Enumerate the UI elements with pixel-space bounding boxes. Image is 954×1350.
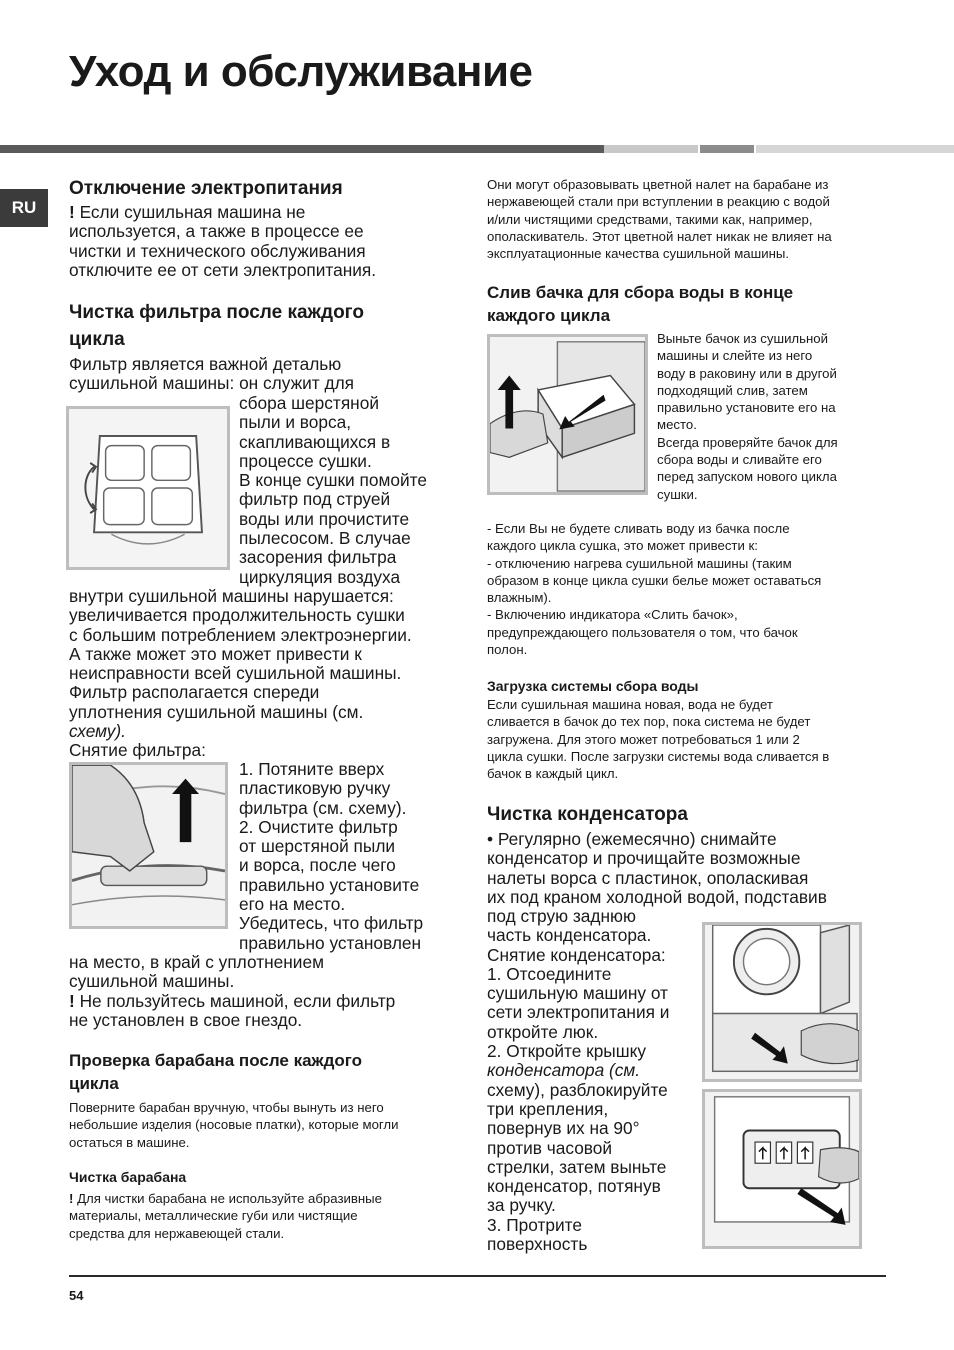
text-line: конденсатор и прочищайте возможные <box>487 848 801 869</box>
text-line: нержавеющей стали при вступлении в реакцию с водой <box>487 194 830 210</box>
heading-line: цикла <box>69 1074 119 1093</box>
water-system-heading: Загрузка системы сбора воды <box>487 678 699 694</box>
text-line: ! Для чистки барабана не используйте абразивные <box>69 1191 382 1206</box>
condenser-removal-diagram <box>702 1089 862 1249</box>
filter-text-c <box>69 587 412 761</box>
warning-mark: ! <box>69 1191 74 1206</box>
text-line: Выньте бачок из сушильной <box>657 331 828 346</box>
text-line: от шерстяной пыли <box>239 836 396 857</box>
text-line: правильно установлен <box>239 932 422 953</box>
text-line: под струю заднюю <box>487 906 636 926</box>
text-line: воды или прочистите <box>239 508 410 529</box>
text-line: каждого цикла сушка, это может привести к: <box>487 538 758 554</box>
text-line: фильтра (см. схему). <box>239 797 407 818</box>
text-line: ! Если сушильная машина не <box>69 202 306 222</box>
dryer-door-icon <box>705 925 859 1079</box>
text-line: и ворса, после чего <box>239 855 396 876</box>
text-line: повернув их на 90° <box>487 1118 640 1139</box>
text-line: перед запуском нового цикла <box>657 469 837 485</box>
text-line: сети электропитания и <box>487 1002 670 1023</box>
text-line: на место, в край с уплотнением <box>69 952 324 972</box>
text-line: пыли и ворса, <box>239 412 352 433</box>
text-line: 2. Очистите фильтр <box>239 816 398 837</box>
section-heading-condenser: Чистка конденсатора <box>487 804 688 825</box>
text-line: сушки. <box>657 486 698 502</box>
condenser-door-diagram <box>702 922 862 1082</box>
heading-line: Проверка барабана после каждого <box>69 1051 363 1070</box>
text-line: правильно установите его на <box>657 400 836 416</box>
water-tank-diagram <box>487 334 648 495</box>
text-line: - Включению индикатора «Слить бачок», <box>487 607 738 623</box>
text-line: подходящий слив, затем <box>657 382 808 398</box>
text-line: пылесосом. В случае <box>239 528 411 549</box>
text-line: А также может это может привести к <box>69 643 362 664</box>
text-line: Они могут образовывать цветной налет на барабане из <box>487 177 829 192</box>
text-line: средства для нержавеющей стали. <box>69 1225 285 1241</box>
text-line: цикла сушки. После загрузки системы вода сливается в <box>487 748 830 764</box>
drum-text <box>69 1099 398 1151</box>
warning-mark: ! <box>69 990 75 1011</box>
section-heading-power: Отключение электропитания <box>69 178 343 199</box>
water-tank-icon <box>490 337 645 492</box>
text-line: уплотнения сушильной машины (см. <box>69 701 364 722</box>
header-bar-light <box>604 145 698 153</box>
text-line: правильно установите <box>239 874 420 895</box>
header-bar-light-2 <box>756 145 954 153</box>
text-line: с большим потреблением электроэнергии. <box>69 624 412 645</box>
drum-filter-icon <box>72 765 225 926</box>
text-line: скапливающихся в <box>239 431 391 452</box>
filter-icon <box>69 409 227 567</box>
section-heading-water-tank <box>487 281 793 327</box>
heading-line: Чистка фильтра после каждого <box>69 302 364 323</box>
text-line: сушильную машину от <box>487 983 668 1004</box>
text-line: бачок в каждый цикл. <box>487 766 619 782</box>
text-line: Снятие фильтра: <box>69 740 206 761</box>
text-line: образом в конце цикла сушки белье может оставаться <box>487 572 822 588</box>
text-line: небольшие изделия (носовые платки), которые могли <box>69 1117 399 1133</box>
text-line: сливается в бачок до тех пор, пока система не будет <box>487 714 811 730</box>
drum-cleaning-heading: Чистка барабана <box>69 1169 187 1185</box>
text-line: сушильной машины: он служит для <box>69 373 355 394</box>
text-line: воду в раковину или в другой <box>657 365 837 381</box>
text-line: и/или чистящими средствами, такими как, например, <box>487 211 813 227</box>
power-text <box>69 203 376 280</box>
text-line: - отключению нагрева сушильной машины (таким <box>487 555 792 571</box>
text-line: внутри сушильной машины нарушается: <box>69 586 394 606</box>
text-line: против часовой <box>487 1137 613 1158</box>
text-line: стрелки, затем выньте <box>487 1156 667 1177</box>
text-line: схему), разблокируйте <box>487 1079 668 1100</box>
text-line: Всегда проверяйте бачок для <box>657 434 838 450</box>
text-line: циркуляция воздуха <box>239 566 401 587</box>
filter-removal-diagram <box>69 762 228 929</box>
section-heading-filter <box>69 299 364 353</box>
heading-line: цикла <box>69 329 125 350</box>
text-line: засорения фильтра <box>239 547 397 568</box>
drum-cleaning-text <box>69 1190 382 1242</box>
text-line: В конце сушки помойте <box>239 470 427 491</box>
text-line: конденсатор, потянув <box>487 1176 661 1197</box>
text-line: Фильтр располагается спереди <box>69 682 320 703</box>
text-line: процессе сушки. <box>239 450 372 471</box>
text-line: его на место. <box>239 894 346 915</box>
text-line: отключите ее от сети электропитания. <box>69 259 377 280</box>
heading-line: Слив бачка для сбора воды в конце <box>487 283 794 302</box>
text-line: место. <box>657 417 697 433</box>
text-line: Убедитесь, что фильтр <box>239 913 424 934</box>
text-line: налеты ворса с пластинок, ополаскивая <box>487 867 809 888</box>
filter-text-a <box>69 355 354 394</box>
text-line: конденсатора (см. <box>487 1060 641 1081</box>
text-line: Фильтр является важной деталью <box>69 354 342 374</box>
page-title: Уход и обслуживание <box>69 47 533 96</box>
water-system-text <box>487 696 829 782</box>
text-line: используется, а также в процессе ее <box>69 221 364 242</box>
footer-rule <box>69 1275 886 1277</box>
text-line: • Регулярно (ежемесячно) снимайте <box>487 829 777 849</box>
text-line: за ручку. <box>487 1195 556 1216</box>
text-line: - Если Вы не будете сливать воду из бачка после <box>487 521 790 536</box>
text-line: Снятие конденсатора: <box>487 944 666 965</box>
condenser-icon <box>705 1092 859 1246</box>
text-line: 1. Отсоедините <box>487 963 612 984</box>
text-line: полон. <box>487 642 528 658</box>
text-line: 2. Откройте крышку <box>487 1041 646 1062</box>
text-line: загружена. Для этого может потребоваться 1 или 2 <box>487 731 800 747</box>
text-line: поверхность <box>487 1234 588 1255</box>
condenser-text-narrow <box>487 907 669 1254</box>
section-heading-drum <box>69 1049 362 1095</box>
header-bar-dark <box>0 145 604 153</box>
text-line: 1. Потяните вверх <box>239 759 385 779</box>
text-line: эксплуатационные качества сушильной машины. <box>487 246 790 262</box>
text-line: машины и слейте из него <box>657 348 813 364</box>
text-line: сушильной машины. <box>69 971 235 992</box>
text-line: ополаскиватель. Этот цветной налет никак не влияет на <box>487 228 832 244</box>
text-line: влажным). <box>487 590 552 606</box>
text-line: ! Не пользуйтесь машиной, если фильтр <box>69 990 396 1011</box>
text-line: сбора шерстяной <box>239 393 379 413</box>
text-line: три крепления, <box>487 1098 609 1119</box>
text-line: откройте люк. <box>487 1021 599 1042</box>
tint-warning-text <box>487 176 832 262</box>
heading-line: каждого цикла <box>487 306 611 325</box>
text-line: пластиковую ручку <box>239 778 391 799</box>
text-line: неисправности всей сушильной машины. <box>69 663 402 684</box>
filter-text-b <box>239 394 427 587</box>
text-line: их под краном холодной водой, подставив <box>487 886 827 907</box>
text-line: сбора воды и сливайте его <box>657 452 822 468</box>
text-line: чистки и технического обслуживания <box>69 240 366 261</box>
language-tab: RU <box>0 189 48 227</box>
text-line: не установлен в свое гнездо. <box>69 1009 303 1030</box>
water-tank-notes <box>487 520 821 658</box>
filter-text-d <box>239 760 423 953</box>
text-line: остаться в машине. <box>69 1134 190 1150</box>
text-line: фильтр под струей <box>239 489 391 510</box>
filter-text-e <box>69 953 395 1030</box>
text-line: предупреждающего пользователя о том, что бачок <box>487 624 798 640</box>
filter-diagram <box>66 406 230 570</box>
warning-mark: ! <box>69 202 75 222</box>
text-line: часть конденсатора. <box>487 925 652 946</box>
header-bar-mid <box>700 145 754 153</box>
water-tank-text <box>657 330 838 503</box>
text-line: Если сушильная машина новая, вода не будет <box>487 697 773 712</box>
text-line: схему). <box>69 721 126 742</box>
page-number: 54 <box>69 1288 84 1303</box>
text-line: Поверните барабан вручную, чтобы вынуть из него <box>69 1100 384 1115</box>
text-line: увеличивается продолжительность сушки <box>69 605 405 626</box>
text-line: материалы, металлические губи или чистящие <box>69 1208 358 1224</box>
text-line: 3. Протрите <box>487 1214 582 1235</box>
condenser-text-full <box>487 830 827 907</box>
